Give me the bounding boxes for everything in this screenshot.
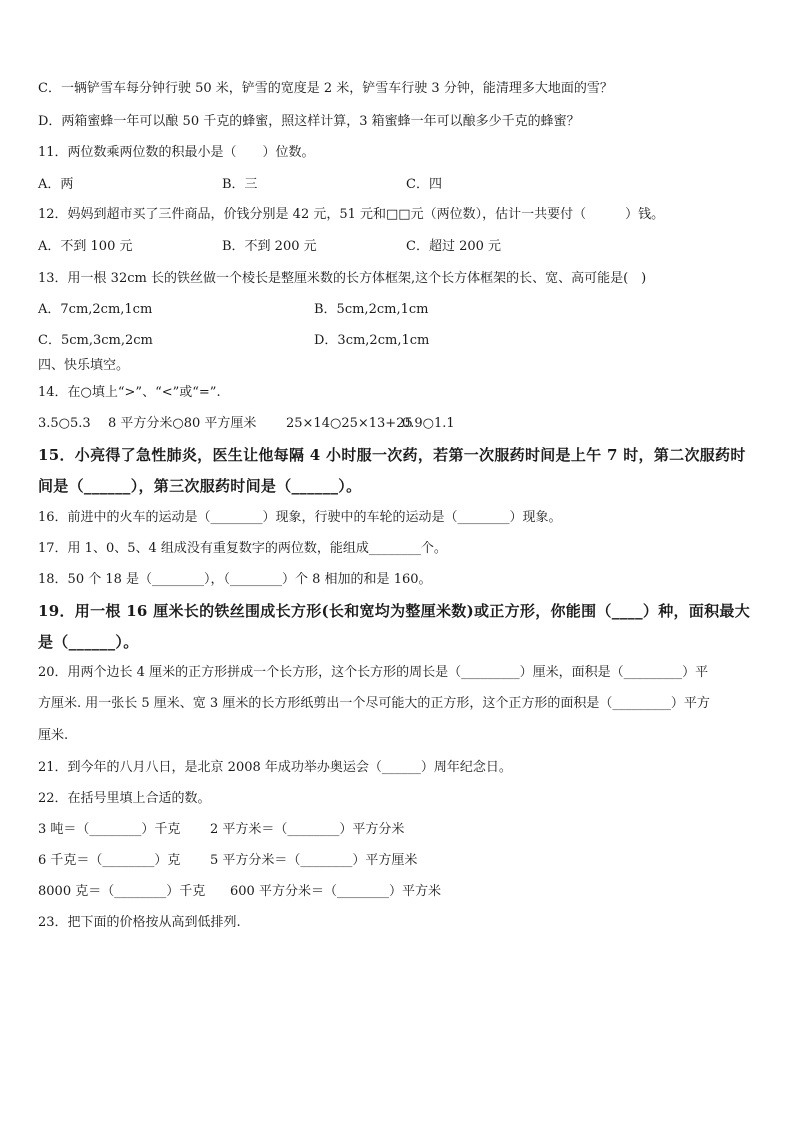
question-12: 12．妈妈到超市买了三件商品，价钱分别是 42 元，51 元和□□元（两位数），估计一共要付（ ）钱。 xyxy=(38,207,665,222)
q11-option-a: A．两 xyxy=(38,177,74,192)
q14-item-1: 3.5○5.3 xyxy=(38,416,91,431)
q12-option-c: C．超过 200 元 xyxy=(406,239,502,254)
question-23: 23．把下面的价格按从高到低排列. xyxy=(38,915,241,930)
question-22: 22．在括号里填上合适的数。 xyxy=(38,791,211,806)
q12-option-b: B．不到 200 元 xyxy=(222,239,317,254)
q11-option-c: C．四 xyxy=(406,177,442,192)
q13-option-c: C．5cm,3cm,2cm xyxy=(38,333,153,348)
question-20-line-3: 厘米. xyxy=(38,728,69,743)
q14-item-4: 0.9○1.1 xyxy=(402,416,455,431)
question-c-line: C．一辆铲雪车每分钟行驶 50 米，铲雪的宽度是 2 米，铲雪车行驶 3 分钟，能清理多大地面的雪？ xyxy=(38,81,613,96)
question-11: 11．两位数乘两位数的积最小是（ ）位数。 xyxy=(38,145,315,160)
question-21: 21．到今年的八月八日，是北京 2008 年成功举办奥运会（______）周年纪念日。 xyxy=(38,760,512,775)
question-19-line-1: 19．用一根 16 厘米长的铁丝围成长方形(长和宽均为整厘米数)或正方形，你能围（____）种，面积最大 xyxy=(38,602,750,620)
q12-option-a: A．不到 100 元 xyxy=(38,239,133,254)
question-d-line: D．两箱蜜蜂一年可以酿 50 千克的蜂蜜，照这样计算，3 箱蜜蜂一年可以酿多少千克的蜂蜜？ xyxy=(38,114,580,129)
q13-option-d: D．3cm,2cm,1cm xyxy=(314,333,430,348)
q22-row-1-left: 3 吨＝（________）千克 xyxy=(38,822,181,837)
question-15-line-2: 间是（______），第三次服药时间是（______）。 xyxy=(38,477,362,495)
question-17: 17．用 1、0、5、4 组成没有重复数字的两位数，能组成________个。 xyxy=(38,541,447,556)
q13-option-a: A．7cm,2cm,1cm xyxy=(38,302,153,317)
question-14: 14．在○填上“>”、“<”或“=”. xyxy=(38,385,221,400)
question-13: 13．用一根 32cm 长的铁丝做一个棱长是整厘米数的长方体框架,这个长方体框架的长、宽、高可能是( ) xyxy=(38,271,647,286)
q22-row-2-right: 5 平方分米＝（________）平方厘米 xyxy=(210,853,418,868)
q14-item-3: 25×14○25×13+25 xyxy=(286,416,413,431)
q22-row-3-right: 600 平方分米＝（________）平方米 xyxy=(230,884,441,899)
question-19-line-2: 是（______）。 xyxy=(38,633,139,651)
question-20-line-1: 20．用两个边长 4 厘米的正方形拼成一个长方形，这个长方形的周长是（_________）厘米，面积是（_________）平 xyxy=(38,665,709,680)
question-15-line-1: 15．小亮得了急性肺炎，医生让他每隔 4 小时服一次药，若第一次服药时间是上午 7 时，第二次服药时 xyxy=(38,446,746,464)
q22-row-3-left: 8000 克＝（________）千克 xyxy=(38,884,206,899)
section-heading: 四、快乐填空。 xyxy=(38,358,130,373)
question-20-line-2: 方厘米. 用一张长 5 厘米、宽 3 厘米的长方形纸剪出一个尽可能大的正方形，这个正方形的面积是（_________）平方 xyxy=(38,696,710,711)
q11-option-b: B．三 xyxy=(222,177,258,192)
question-18: 18．50 个 18 是（________），（________）个 8 相加的和是 160。 xyxy=(38,572,432,587)
q13-option-b: B．5cm,2cm,1cm xyxy=(314,302,429,317)
q22-row-1-right: 2 平方米＝（________）平方分米 xyxy=(210,822,405,837)
q22-row-2-left: 6 千克＝（________）克 xyxy=(38,853,181,868)
q14-item-2: 8 平方分米○80 平方厘米 xyxy=(108,416,257,431)
question-16: 16．前进中的火车的运动是（________）现象，行驶中的车轮的运动是（________）现象。 xyxy=(38,510,562,525)
